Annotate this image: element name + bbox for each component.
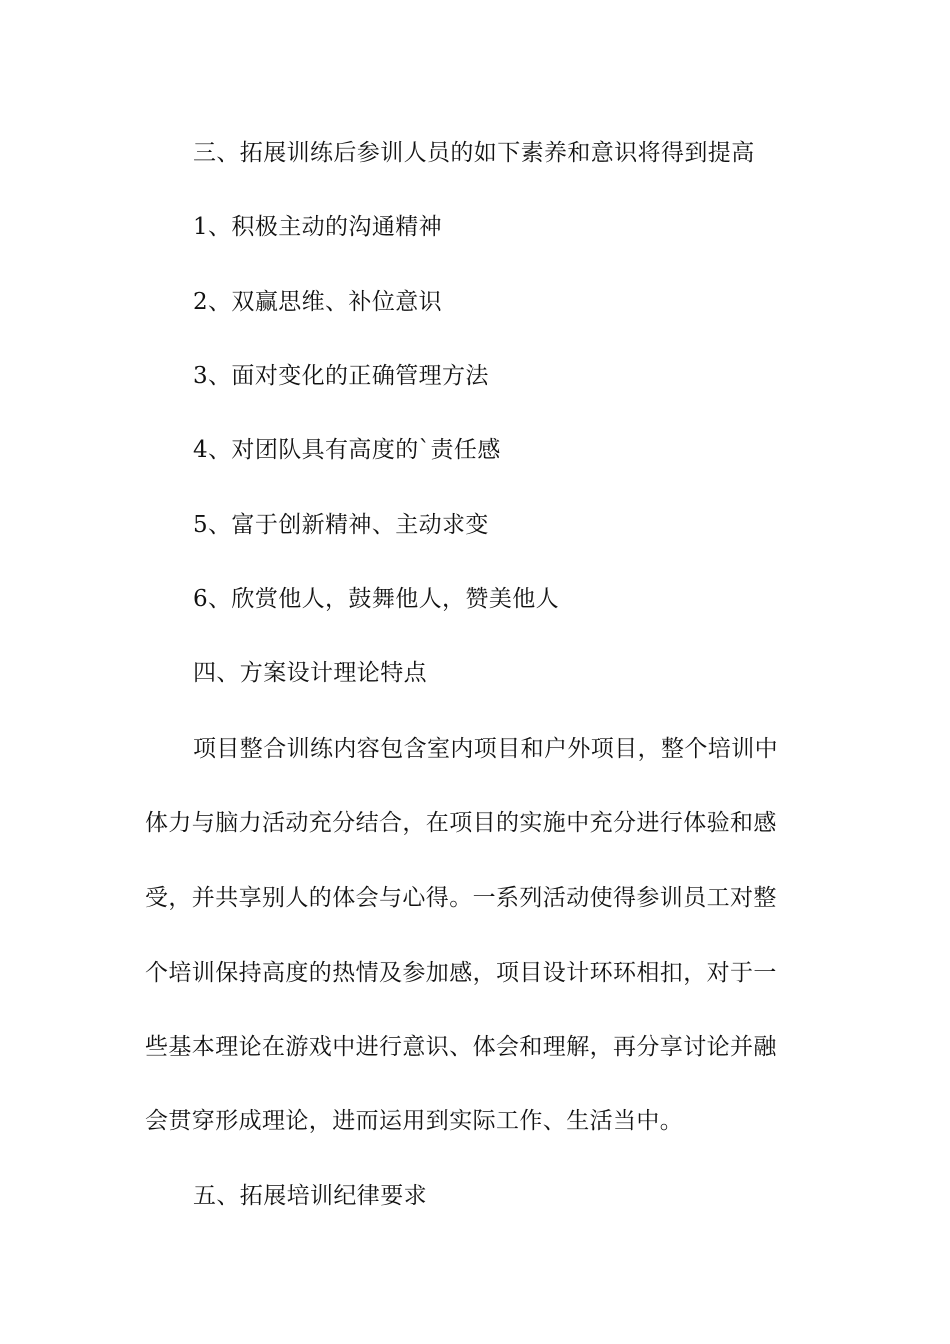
list-item: 5、富于创新精神、主动求变 xyxy=(193,512,489,538)
section-heading-3: 三、拓展训练后参训人员的如下素养和意识将得到提高 xyxy=(193,140,755,166)
list-item: 2、双赢思维、补位意识 xyxy=(193,289,443,315)
list-item: 6、欣赏他人，鼓舞他人，赞美他人 xyxy=(193,586,560,612)
section-heading-4: 四、方案设计理论特点 xyxy=(193,660,427,686)
paragraph-line: 些基本理论在游戏中进行意识、体会和理解，再分享讨论并融 xyxy=(145,1034,777,1060)
paragraph-line: 项目整合训练内容包含室内项目和户外项目，整个培训中 xyxy=(193,736,778,762)
section-heading-5: 五、拓展培训纪律要求 xyxy=(193,1183,427,1209)
paragraph-line: 个培训保持高度的热情及参加感，项目设计环环相扣，对于一 xyxy=(145,960,777,986)
paragraph-line: 受，并共享别人的体会与心得。一系列活动使得参训员工对整 xyxy=(145,885,777,911)
paragraph-line: 体力与脑力活动充分结合，在项目的实施中充分进行体验和感 xyxy=(145,810,777,836)
list-item: 4、对团队具有高度的`责任感 xyxy=(193,437,501,463)
list-item: 3、面对变化的正确管理方法 xyxy=(193,363,489,389)
paragraph-line: 会贯穿形成理论，进而运用到实际工作、生活当中。 xyxy=(145,1108,684,1134)
list-item: 1、积极主动的沟通精神 xyxy=(193,214,443,240)
